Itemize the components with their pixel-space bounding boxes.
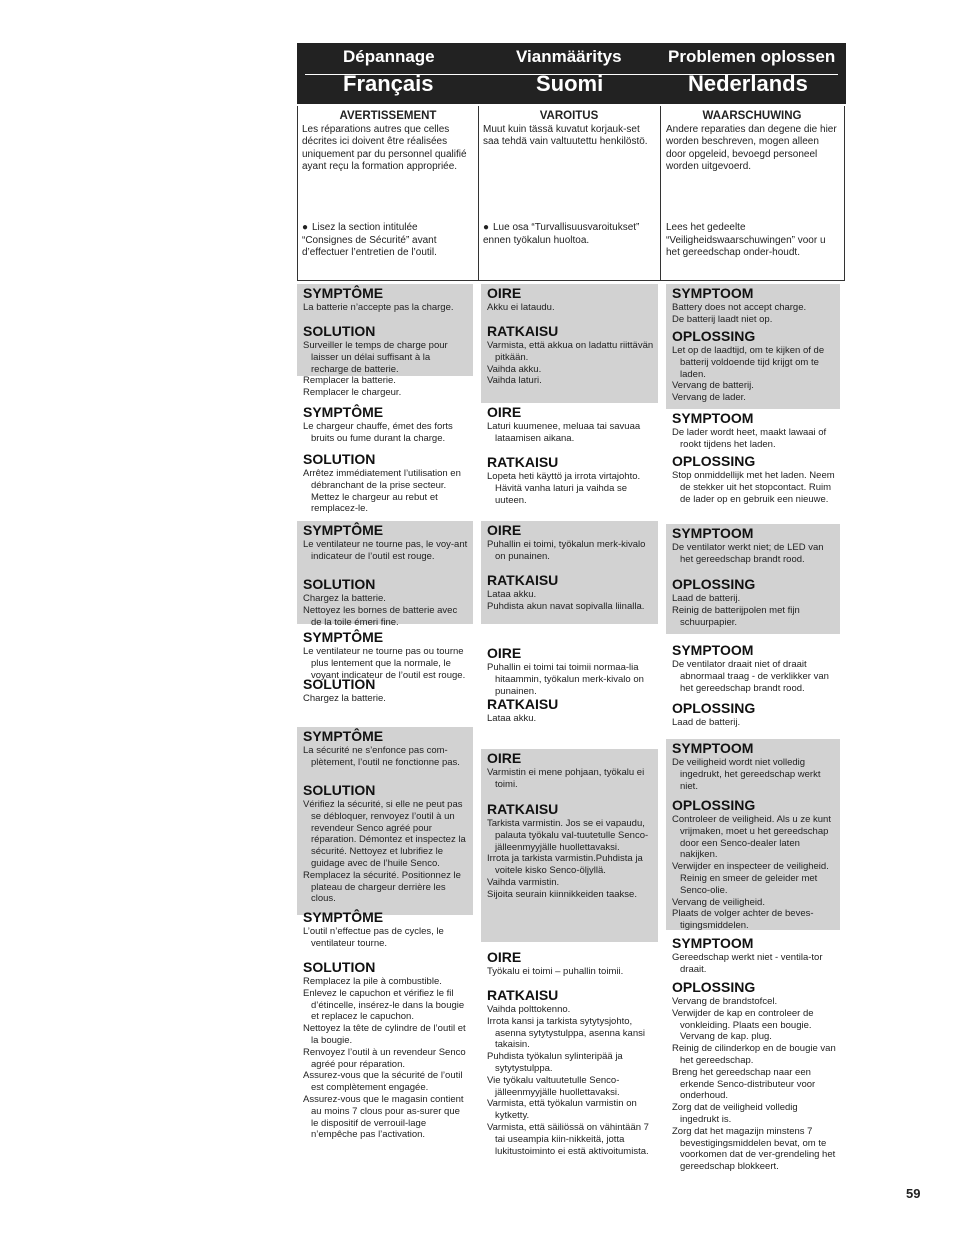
symptom-label: SYMPTÔME bbox=[303, 728, 384, 744]
solution-text: Vervang de veiligheid. bbox=[672, 896, 765, 908]
solution-text: Stop onmiddellijk met het laden. Neem de stekker uit het stopcontact. Ruim de lader op en gebruik een nieuwe. bbox=[672, 470, 835, 505]
solution-text: Varmista, että akkua on ladattu riittävän pitkään. bbox=[487, 340, 654, 363]
solution-text: Vaihda akku. bbox=[487, 363, 542, 375]
symptom-text: L’outil n’effectue pas de cycles, le ventilateur tourne. bbox=[303, 926, 444, 949]
solution-text: Let op de laadtijd, om te kijken of de batterij voldoende tijd krijgt om te laden. bbox=[672, 345, 825, 380]
symptom-text: De veiligheid wordt niet volledig ingedrukt, het gereedschap werkt niet. bbox=[672, 757, 821, 792]
solution-label: SOLUTION bbox=[303, 576, 376, 592]
solution-label: SOLUTION bbox=[303, 451, 376, 467]
solution-text: Arrêtez immédiatement l’utilisation en débranchant de la prise secteur. Mettez le chargeur au rebut et remplacez-le. bbox=[303, 468, 461, 515]
solution-text: Vervang de batterij. bbox=[672, 380, 754, 392]
solution-text: Zorg dat het magazijn minstens 7 bevestigingsmiddelen bevat, om te voorkomen dat de ver-grendeling het gereedschap blokkeert. bbox=[672, 1125, 836, 1173]
solution-text: Vaihda varmistin. bbox=[487, 876, 560, 888]
symptom-text: La sécurité ne s’enfonce pas com-plètement, l’outil ne fonctionne pas. bbox=[303, 745, 460, 768]
solution-label: RATKAISU bbox=[487, 987, 559, 1003]
symptom-label: OIRE bbox=[487, 522, 522, 538]
solution-text: Irrota ja tarkista varmistin.Puhdista ja voitele kisko Senco-öljyllä. bbox=[487, 853, 643, 877]
solution-text: Controleer de veiligheid. Als u ze kunt vrijmaken, moet u het gereedschap door een Senco-dealer laten nakijken. bbox=[672, 814, 831, 861]
troubleshooting-entry bbox=[297, 908, 473, 1141]
column-divider bbox=[660, 106, 661, 280]
solution-text: Lopeta heti käyttö ja irrota virtajohto. Hävitä vanha laturi ja vaihda se uuteen. bbox=[487, 471, 641, 506]
symptom-text: Työkalu ei toimi – puhallin toimii. bbox=[487, 966, 624, 977]
solution-text: Tarkista varmistin. Jos se ei vapaudu, palauta työkalu val-tuutetulle Senco-jälleenmyyjälle huollettavaksi. bbox=[487, 818, 649, 853]
warning-text: Les réparations autres que celles décrites ici doivent être réalisées uniquement par du personnel qualifié ayant reçu la formation appropriée. bbox=[302, 123, 467, 172]
solution-text: Laad de batterij. bbox=[672, 717, 741, 728]
subtitle-fi: Vianmääritys bbox=[516, 47, 622, 66]
warning-box bbox=[297, 106, 845, 281]
solution-label: OPLOSSING bbox=[672, 453, 756, 469]
warning-title: WAARSCHUWING bbox=[702, 110, 802, 122]
troubleshooting-entry bbox=[297, 284, 473, 399]
solution-text: Chargez la batterie. bbox=[303, 693, 386, 704]
solution-text: Puhdista akun navat sopivalla liinalla. bbox=[487, 600, 645, 612]
solution-text: Remplacez la pile à combustible. bbox=[303, 976, 442, 987]
symptom-label: SYMPTÔME bbox=[303, 285, 384, 301]
symptom-text: Le ventilateur ne tourne pas ou tourne plus lentement que la normale, le voyant indicateur de l’outil est rouge. bbox=[303, 646, 466, 681]
solution-label: SOLUTION bbox=[303, 676, 376, 692]
troubleshooting-entry bbox=[481, 749, 658, 942]
troubleshooting-entry bbox=[666, 524, 840, 634]
symptom-label: SYMPTÔME bbox=[303, 404, 384, 420]
warning-text: Andere reparaties dan degene die hier worden beschreven, mogen alleen door opgeleid, bevoegd personeel worden uitgevoerd. bbox=[666, 123, 837, 172]
symptom-label: SYMPTÔME bbox=[303, 522, 384, 538]
symptom-text: Gereedschap werkt niet - ventila-tor draait. bbox=[672, 952, 823, 975]
solution-text: Chargez la batterie. bbox=[303, 593, 386, 604]
solution-text: Puhdista työkalun sylinteripää ja sytytystulppa. bbox=[487, 1051, 623, 1074]
warning-nl bbox=[666, 106, 838, 280]
solution-text: Sijoita seurain kiinnikkeiden taakse. bbox=[487, 888, 637, 900]
subtitle-fr: Dépannage bbox=[343, 47, 435, 66]
language-fi: Suomi bbox=[536, 71, 604, 96]
solution-label: SOLUTION bbox=[303, 782, 376, 798]
troubleshooting-entry bbox=[297, 403, 473, 517]
solution-text: Lataa akku. bbox=[487, 713, 537, 724]
symptom-text: Battery does not accept charge. De batterij laadt niet op. bbox=[672, 302, 807, 325]
symptom-label: SYMPTOOM bbox=[672, 642, 754, 658]
symptom-label: SYMPTOOM bbox=[672, 935, 754, 951]
symptom-label: OIRE bbox=[487, 750, 522, 766]
symptom-text: Puhallin ei toimi, työkalun merk-kivalo on punainen. bbox=[487, 539, 646, 562]
solution-text: Assurez-vous que le magasin contient au moins 7 clous pour as-surer que le dispositif de verrouil-lage n’empêche pas l’activation. bbox=[303, 1093, 464, 1141]
column-divider bbox=[478, 106, 479, 280]
solution-label: RATKAISU bbox=[487, 572, 559, 588]
solution-text: Irrota kansi ja tarkista sytytysjohto, asenna sytytystulppa, asenna kansi takaisin. bbox=[487, 1015, 645, 1051]
solution-label: SOLUTION bbox=[303, 959, 376, 975]
symptom-text: Puhallin ei toimi tai toimii normaa-lia hitaammin, työkalun merk-kivalo on punainen. bbox=[487, 662, 644, 697]
warning-title: VAROITUS bbox=[539, 110, 599, 122]
section-header bbox=[297, 43, 846, 104]
page-number: 59 bbox=[906, 1186, 921, 1201]
solution-label: OPLOSSING bbox=[672, 700, 756, 716]
bullet-icon: ● bbox=[302, 222, 309, 233]
symptom-text: De ventilator werkt niet; de LED van het gereedschap brandt rood. bbox=[672, 542, 824, 565]
symptom-text: De lader wordt heet, maakt lawaai of rookt tijdens het laden. bbox=[672, 427, 827, 450]
solution-label: SOLUTION bbox=[303, 323, 376, 339]
solution-label: RATKAISU bbox=[487, 696, 559, 712]
solution-label: OPLOSSING bbox=[672, 979, 756, 995]
solution-text: Vaihda laturi. bbox=[487, 375, 542, 387]
warning-fr bbox=[302, 106, 474, 280]
solution-label: RATKAISU bbox=[487, 454, 559, 470]
troubleshooting-entry bbox=[666, 409, 840, 519]
troubleshooting-entry bbox=[297, 628, 473, 724]
solution-text: Renvoyez l’outil à un revendeur Senco agréé pour réparation. bbox=[303, 1046, 466, 1070]
solution-text: Varmista, että säiliössä on vähintään 7 tai useampia kiin-nikkeitä, jotta lukitustoiminto ei estä aktivoitumista. bbox=[487, 1121, 649, 1157]
solution-label: OPLOSSING bbox=[672, 328, 756, 344]
troubleshooting-entry bbox=[297, 521, 473, 628]
troubleshooting-entry bbox=[666, 641, 840, 736]
symptom-label: SYMPTOOM bbox=[672, 525, 754, 541]
solution-text: Nettoyez les bornes de batterie avec de la toile émeri fine. bbox=[303, 604, 458, 628]
troubleshooting-entry bbox=[481, 644, 658, 751]
symptom-text: Akku ei lataudu. bbox=[487, 302, 555, 313]
troubleshooting-entry bbox=[481, 948, 658, 1194]
warning-bullet: ● Lue osa “Turvallisuusvaroitukset” ennen työkalun huoltoa. bbox=[483, 222, 640, 246]
troubleshooting-entry bbox=[666, 739, 840, 930]
solution-label: OPLOSSING bbox=[672, 576, 756, 592]
solution-text: Remplacer la batterie. bbox=[303, 375, 396, 387]
symptom-label: SYMPTOOM bbox=[672, 410, 754, 426]
solution-text: Vie työkalu valtuutetulle Senco-jälleenmyyjälle huollettavaksi. bbox=[487, 1074, 620, 1098]
solution-text: Vaihda polttokenno. bbox=[487, 1004, 571, 1015]
troubleshooting-entry bbox=[666, 284, 840, 409]
symptom-label: SYMPTÔME bbox=[303, 909, 384, 925]
solution-text: Plaats de volger achter de beves-tigingsmiddelen. bbox=[672, 908, 814, 932]
solution-text: Remplacez la sécurité. Positionnez le plateau de chargeur derrière les clous. bbox=[303, 869, 461, 905]
troubleshooting-entry bbox=[481, 521, 658, 624]
symptom-label: OIRE bbox=[487, 949, 522, 965]
symptom-text: Le ventilateur ne tourne pas, le voy-ant indicateur de l’outil est rouge. bbox=[303, 539, 468, 562]
solution-text: Varmista, että työkalun varmistin on kytketty. bbox=[487, 1098, 637, 1122]
symptom-label: OIRE bbox=[487, 285, 522, 301]
symptom-text: Laturi kuumenee, meluaa tai savuaa lataamisen aikana. bbox=[487, 421, 641, 444]
solution-text: Zorg dat de veiligheid volledig ingedrukt is. bbox=[672, 1102, 798, 1125]
symptom-text: Le chargeur chauffe, émet des forts bruits ou fume durant la charge. bbox=[303, 421, 453, 444]
solution-text: Reinig de batterijpolen met fijn schuurpapier. bbox=[672, 604, 800, 628]
language-nl: Nederlands bbox=[688, 71, 808, 96]
troubleshooting-entry bbox=[297, 727, 473, 915]
solution-text: Nettoyez la tête de cylindre de l’outil et la bougie. bbox=[303, 1023, 466, 1046]
subtitle-nl: Problemen oplossen bbox=[668, 47, 836, 66]
troubleshooting-entry bbox=[666, 934, 840, 1182]
solution-label: RATKAISU bbox=[487, 801, 559, 817]
symptom-text: La batterie n’accepte pas la charge. bbox=[303, 302, 454, 313]
solution-label: RATKAISU bbox=[487, 323, 559, 339]
symptom-label: SYMPTOOM bbox=[672, 285, 754, 301]
symptom-label: OIRE bbox=[487, 645, 522, 661]
warning-bullet: ● Lisez la section intitulée “Consignes de Sécurité” avant d’effectuer l’entretien de l’outil. bbox=[302, 222, 437, 258]
troubleshooting-entry bbox=[481, 284, 658, 403]
solution-label: OPLOSSING bbox=[672, 797, 756, 813]
solution-text: Assurez-vous que la sécurité de l’outil est complètement engagée. bbox=[303, 1070, 463, 1094]
solution-text: Remplacer le chargeur. bbox=[303, 387, 402, 399]
warning-fi bbox=[483, 106, 655, 280]
warning-text: Muut kuin tässä kuvatut korjauk-set saa tehdä vain valtuutettu henkilöstö. bbox=[483, 123, 648, 147]
solution-text: Verwijder de kap en controleer de vonkleiding. Plaats een bougie. Vervang de kap. plug. bbox=[672, 1007, 814, 1043]
symptom-label: SYMPTOOM bbox=[672, 740, 754, 756]
solution-text: Vérifiez la sécurité, si elle ne peut pas se débloquer, renvoyez l’outil à un revendeur Senco agréé pour réparation. Démontez et inspectez la sécurité. Nettoyez et lubrifiez le guidage avec de l’huile Senco. bbox=[303, 799, 466, 869]
warning-title: AVERTISSEMENT bbox=[339, 110, 437, 122]
bullet-icon: ● bbox=[483, 222, 490, 233]
symptom-label: OIRE bbox=[487, 404, 522, 420]
warning-bullet: Lees het gedeelte “Veiligheidswaarschuwingen” voor u het gereedschap onder-houdt. bbox=[666, 222, 826, 258]
symptom-text: De ventilator draait niet of draait abnormaal traag - de verklikker van het gereedschap brandt rood. bbox=[672, 659, 829, 694]
solution-text: Lataa akku. bbox=[487, 589, 537, 600]
language-fr: Français bbox=[343, 71, 434, 96]
solution-text: Enlevez le capuchon et vérifiez le fil d’étincelle, insérez-le dans la bougie et replacez le capuchon. bbox=[303, 987, 465, 1023]
symptom-label: SYMPTÔME bbox=[303, 629, 384, 645]
solution-text: Verwijder en inspecteer de veiligheid. Reinig en smeer de geleider met Senco-olie. bbox=[672, 861, 829, 896]
solution-text: Surveiller le temps de charge pour laisser un délai suffisant à la recharge de batterie. bbox=[303, 340, 448, 375]
solution-text: Vervang de brandstofcel. bbox=[672, 996, 778, 1007]
solution-text: Reinig de cilinderkop en de bougie van het gereedschap. bbox=[672, 1043, 836, 1066]
symptom-text: Varmistin ei mene pohjaan, työkalu ei toimi. bbox=[487, 767, 645, 790]
solution-text: Breng het gereedschap naar een erkende Senco-distributeur voor onderhoud. bbox=[672, 1066, 816, 1102]
solution-text: Vervang de lader. bbox=[672, 392, 746, 404]
troubleshooting-entry bbox=[481, 403, 658, 517]
solution-text: Laad de batterij. bbox=[672, 593, 741, 604]
